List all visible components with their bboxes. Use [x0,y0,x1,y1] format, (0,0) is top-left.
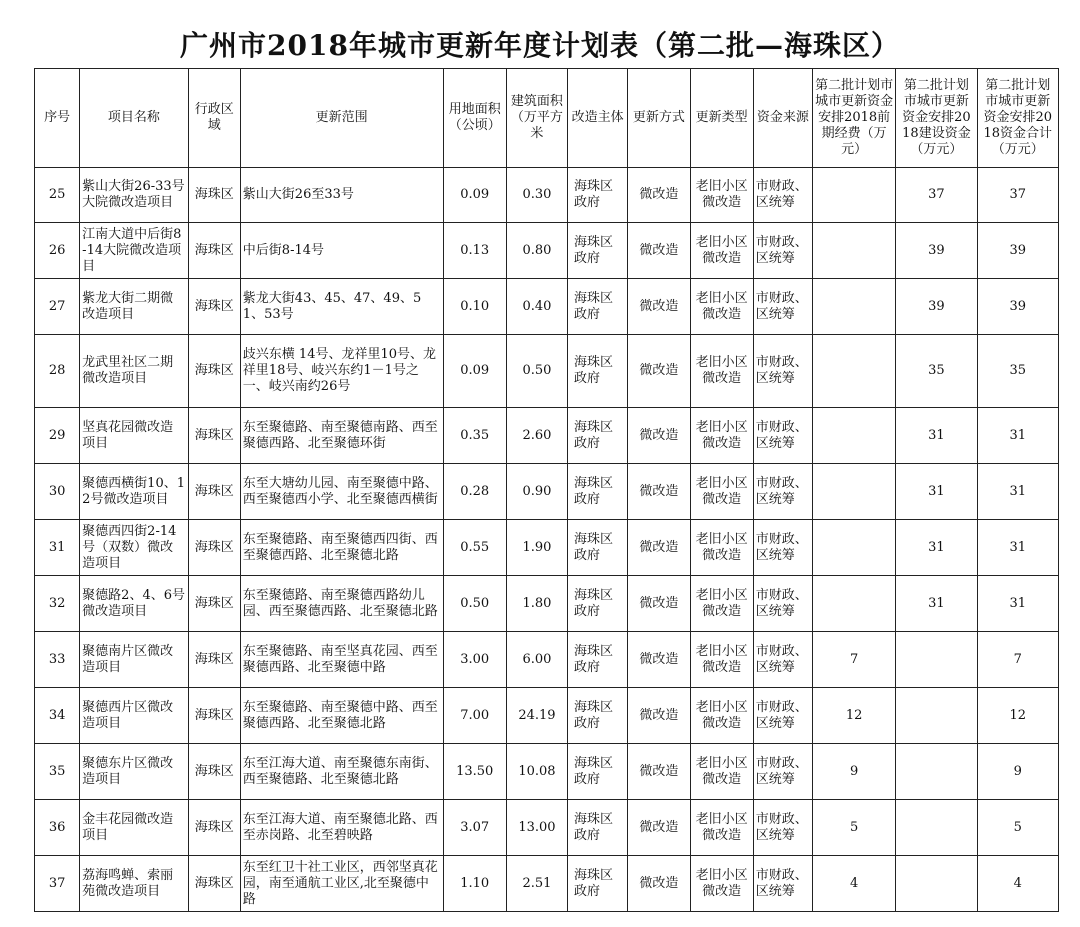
cell-seq: 37 [35,856,80,912]
cell-seq: 29 [35,408,80,464]
cell-fund-build: 39 [896,223,977,279]
cell-subject: 海珠区政府 [568,464,628,520]
cell-build-area: 24.19 [506,688,567,744]
header-scope: 更新范围 [240,69,443,168]
cell-method: 微改造 [628,223,690,279]
cell-district: 海珠区 [188,800,240,856]
cell-district: 海珠区 [188,576,240,632]
cell-name: 聚德路2、4、6号微改造项目 [80,576,188,632]
cell-method: 微改造 [628,520,690,576]
cell-fund-total: 37 [977,168,1058,223]
cell-type: 老旧小区微改造 [690,279,753,335]
cell-method: 微改造 [628,335,690,408]
table-row [35,744,1059,800]
cell-build-area: 1.90 [506,520,567,576]
table-row [35,800,1059,856]
cell-land-area: 13.50 [443,744,506,800]
cell-scope: 紫龙大街43、45、47、49、51、53号 [240,279,443,335]
cell-seq: 36 [35,800,80,856]
cell-name: 聚德西四街2-14号（双数）微改造项目 [80,520,188,576]
cell-method: 微改造 [628,576,690,632]
cell-seq: 27 [35,279,80,335]
table-row [35,408,1059,464]
plan-table [34,68,1059,912]
header-seq: 序号 [35,69,80,168]
cell-land-area: 0.35 [443,408,506,464]
cell-fund-build: 31 [896,576,977,632]
cell-fund-pre [812,576,895,632]
cell-scope: 东至江海大道、南至聚德北路、西至赤岗路、北至碧映路 [240,800,443,856]
cell-fund-total: 31 [977,464,1058,520]
cell-fund-total: 39 [977,279,1058,335]
table-row [35,856,1059,912]
cell-build-area: 10.08 [506,744,567,800]
cell-subject: 海珠区政府 [568,632,628,688]
cell-subject: 海珠区政府 [568,744,628,800]
table-row [35,576,1059,632]
cell-land-area: 0.10 [443,279,506,335]
cell-fund-pre [812,408,895,464]
plan-table-body [35,168,1059,912]
cell-subject: 海珠区政府 [568,576,628,632]
cell-scope: 东至红卫十社工业区，西邻坚真花园，南至通航工业区,北至聚德中路 [240,856,443,912]
table-row [35,464,1059,520]
cell-fund-pre: 9 [812,744,895,800]
cell-district: 海珠区 [188,520,240,576]
cell-fund-total: 7 [977,632,1058,688]
cell-fund-pre [812,464,895,520]
cell-build-area: 0.50 [506,335,567,408]
cell-build-area: 0.80 [506,223,567,279]
cell-name: 荔海鸣蝉、索丽苑微改造项目 [80,856,188,912]
cell-land-area: 7.00 [443,688,506,744]
cell-district: 海珠区 [188,744,240,800]
cell-type: 老旧小区微改造 [690,576,753,632]
cell-method: 微改造 [628,688,690,744]
cell-scope: 东至聚德路、南至聚德中路、西至聚德西路、北至聚德北路 [240,688,443,744]
cell-seq: 31 [35,520,80,576]
cell-scope: 东至聚德路、南至聚德西四街、西至聚德西路、北至聚德北路 [240,520,443,576]
cell-seq: 34 [35,688,80,744]
cell-fund-pre: 5 [812,800,895,856]
cell-seq: 30 [35,464,80,520]
cell-fund-build: 37 [896,168,977,223]
cell-name: 聚德东片区微改造项目 [80,744,188,800]
cell-fund-source: 市财政、区统筹 [753,520,812,576]
cell-method: 微改造 [628,744,690,800]
cell-type: 老旧小区微改造 [690,856,753,912]
header-district: 行政区域 [188,69,240,168]
cell-type: 老旧小区微改造 [690,408,753,464]
cell-method: 微改造 [628,168,690,223]
cell-fund-build: 31 [896,408,977,464]
cell-fund-source: 市财政、区统筹 [753,464,812,520]
cell-land-area: 0.13 [443,223,506,279]
cell-subject: 海珠区政府 [568,520,628,576]
table-row [35,223,1059,279]
cell-method: 微改造 [628,408,690,464]
cell-fund-total: 4 [977,856,1058,912]
cell-fund-source: 市财政、区统筹 [753,223,812,279]
cell-scope: 紫山大街26至33号 [240,168,443,223]
cell-build-area: 0.90 [506,464,567,520]
cell-fund-source: 市财政、区统筹 [753,335,812,408]
header-name: 项目名称 [80,69,188,168]
cell-name: 聚德西片区微改造项目 [80,688,188,744]
cell-method: 微改造 [628,800,690,856]
cell-land-area: 1.10 [443,856,506,912]
cell-scope: 东至聚德路、南至坚真花园、西至聚德西路、北至聚德中路 [240,632,443,688]
header-type: 更新类型 [690,69,753,168]
cell-fund-source: 市财政、区统筹 [753,168,812,223]
cell-district: 海珠区 [188,632,240,688]
cell-fund-total: 12 [977,688,1058,744]
cell-fund-source: 市财政、区统筹 [753,408,812,464]
header-build-area: 建筑面积（万平方米 [506,69,567,168]
cell-district: 海珠区 [188,279,240,335]
cell-subject: 海珠区政府 [568,335,628,408]
table-row [35,688,1059,744]
cell-land-area: 0.50 [443,576,506,632]
cell-subject: 海珠区政府 [568,408,628,464]
cell-fund-pre [812,168,895,223]
page-title: 广州市2018年城市更新年度计划表（第二批—海珠区） [180,29,900,62]
cell-fund-build [896,800,977,856]
cell-fund-total: 39 [977,223,1058,279]
cell-method: 微改造 [628,464,690,520]
cell-scope: 东至大塘幼儿园、南至聚德中路、西至聚德西小学、北至聚德西横街 [240,464,443,520]
cell-build-area: 0.40 [506,279,567,335]
header-subject: 改造主体 [568,69,628,168]
cell-method: 微改造 [628,279,690,335]
cell-fund-pre: 12 [812,688,895,744]
cell-scope: 中后街8-14号 [240,223,443,279]
cell-build-area: 0.30 [506,168,567,223]
header-fund-total: 第二批计划市城市更新资金安排2018资金合计（万元） [977,69,1058,168]
cell-name: 紫山大街26-33号大院微改造项目 [80,168,188,223]
cell-seq: 28 [35,335,80,408]
cell-district: 海珠区 [188,856,240,912]
cell-type: 老旧小区微改造 [690,168,753,223]
cell-fund-total: 35 [977,335,1058,408]
cell-seq: 33 [35,632,80,688]
cell-build-area: 13.00 [506,800,567,856]
cell-seq: 25 [35,168,80,223]
cell-type: 老旧小区微改造 [690,800,753,856]
cell-fund-source: 市财政、区统筹 [753,744,812,800]
cell-build-area: 2.60 [506,408,567,464]
cell-scope: 东至江海大道、南至聚德东南街、西至聚德路、北至聚德北路 [240,744,443,800]
cell-type: 老旧小区微改造 [690,632,753,688]
cell-district: 海珠区 [188,168,240,223]
cell-district: 海珠区 [188,335,240,408]
table-row [35,168,1059,223]
table-row [35,520,1059,576]
cell-subject: 海珠区政府 [568,279,628,335]
cell-fund-build: 31 [896,464,977,520]
cell-scope: 东至聚德路、南至聚德南路、西至聚德西路、北至聚德环街 [240,408,443,464]
cell-fund-total: 31 [977,520,1058,576]
cell-subject: 海珠区政府 [568,856,628,912]
cell-name: 龙武里社区二期微改造项目 [80,335,188,408]
cell-seq: 26 [35,223,80,279]
cell-type: 老旧小区微改造 [690,335,753,408]
cell-land-area: 0.09 [443,335,506,408]
cell-fund-source: 市财政、区统筹 [753,800,812,856]
cell-fund-build [896,744,977,800]
cell-fund-total: 31 [977,408,1058,464]
cell-fund-pre: 7 [812,632,895,688]
cell-fund-source: 市财政、区统筹 [753,279,812,335]
cell-fund-build [896,688,977,744]
cell-fund-source: 市财政、区统筹 [753,632,812,688]
cell-fund-total: 9 [977,744,1058,800]
cell-fund-source: 市财政、区统筹 [753,576,812,632]
table-row [35,335,1059,408]
cell-fund-source: 市财政、区统筹 [753,856,812,912]
cell-name: 聚德西横街10、12号微改造项目 [80,464,188,520]
cell-scope: 东至聚德路、南至聚德西路幼儿园、西至聚德西路、北至聚德北路 [240,576,443,632]
cell-land-area: 3.00 [443,632,506,688]
cell-subject: 海珠区政府 [568,223,628,279]
cell-subject: 海珠区政府 [568,688,628,744]
header-fund-build: 第二批计划市城市更新资金安排2018建设资金（万元） [896,69,977,168]
cell-subject: 海珠区政府 [568,168,628,223]
cell-type: 老旧小区微改造 [690,688,753,744]
cell-method: 微改造 [628,632,690,688]
cell-fund-pre [812,520,895,576]
cell-district: 海珠区 [188,464,240,520]
cell-build-area: 6.00 [506,632,567,688]
cell-land-area: 0.28 [443,464,506,520]
cell-seq: 32 [35,576,80,632]
cell-fund-build: 31 [896,520,977,576]
cell-district: 海珠区 [188,223,240,279]
cell-build-area: 1.80 [506,576,567,632]
cell-name: 紫龙大街二期微改造项目 [80,279,188,335]
cell-subject: 海珠区政府 [568,800,628,856]
cell-fund-pre [812,223,895,279]
cell-fund-build [896,632,977,688]
cell-method: 微改造 [628,856,690,912]
cell-type: 老旧小区微改造 [690,520,753,576]
table-row [35,632,1059,688]
cell-type: 老旧小区微改造 [690,464,753,520]
cell-type: 老旧小区微改造 [690,223,753,279]
cell-land-area: 0.55 [443,520,506,576]
header-fund-pre: 第二批计划市城市更新资金安排2018前期经费（万元） [812,69,895,168]
cell-fund-pre: 4 [812,856,895,912]
header-fund-source: 资金来源 [753,69,812,168]
cell-build-area: 2.51 [506,856,567,912]
cell-fund-source: 市财政、区统筹 [753,688,812,744]
cell-fund-pre [812,279,895,335]
cell-name: 金丰花园微改造项目 [80,800,188,856]
cell-district: 海珠区 [188,688,240,744]
cell-name: 聚德南片区微改造项目 [80,632,188,688]
cell-name: 江南大道中后街8-14大院微改造项目 [80,223,188,279]
cell-fund-build: 39 [896,279,977,335]
cell-district: 海珠区 [188,408,240,464]
cell-name: 坚真花园微改造项目 [80,408,188,464]
header-row [35,69,1059,168]
cell-fund-total: 5 [977,800,1058,856]
cell-land-area: 0.09 [443,168,506,223]
cell-land-area: 3.07 [443,800,506,856]
cell-type: 老旧小区微改造 [690,744,753,800]
table-row [35,279,1059,335]
cell-fund-pre [812,335,895,408]
cell-fund-build: 35 [896,335,977,408]
cell-scope: 歧兴东横 14号、龙祥里10号、龙祥里18号、岐兴东约1－1号之一、岐兴南约26号 [240,335,443,408]
cell-fund-total: 31 [977,576,1058,632]
header-land-area: 用地面积（公顷） [443,69,506,168]
cell-fund-build [896,856,977,912]
header-method: 更新方式 [628,69,690,168]
cell-seq: 35 [35,744,80,800]
